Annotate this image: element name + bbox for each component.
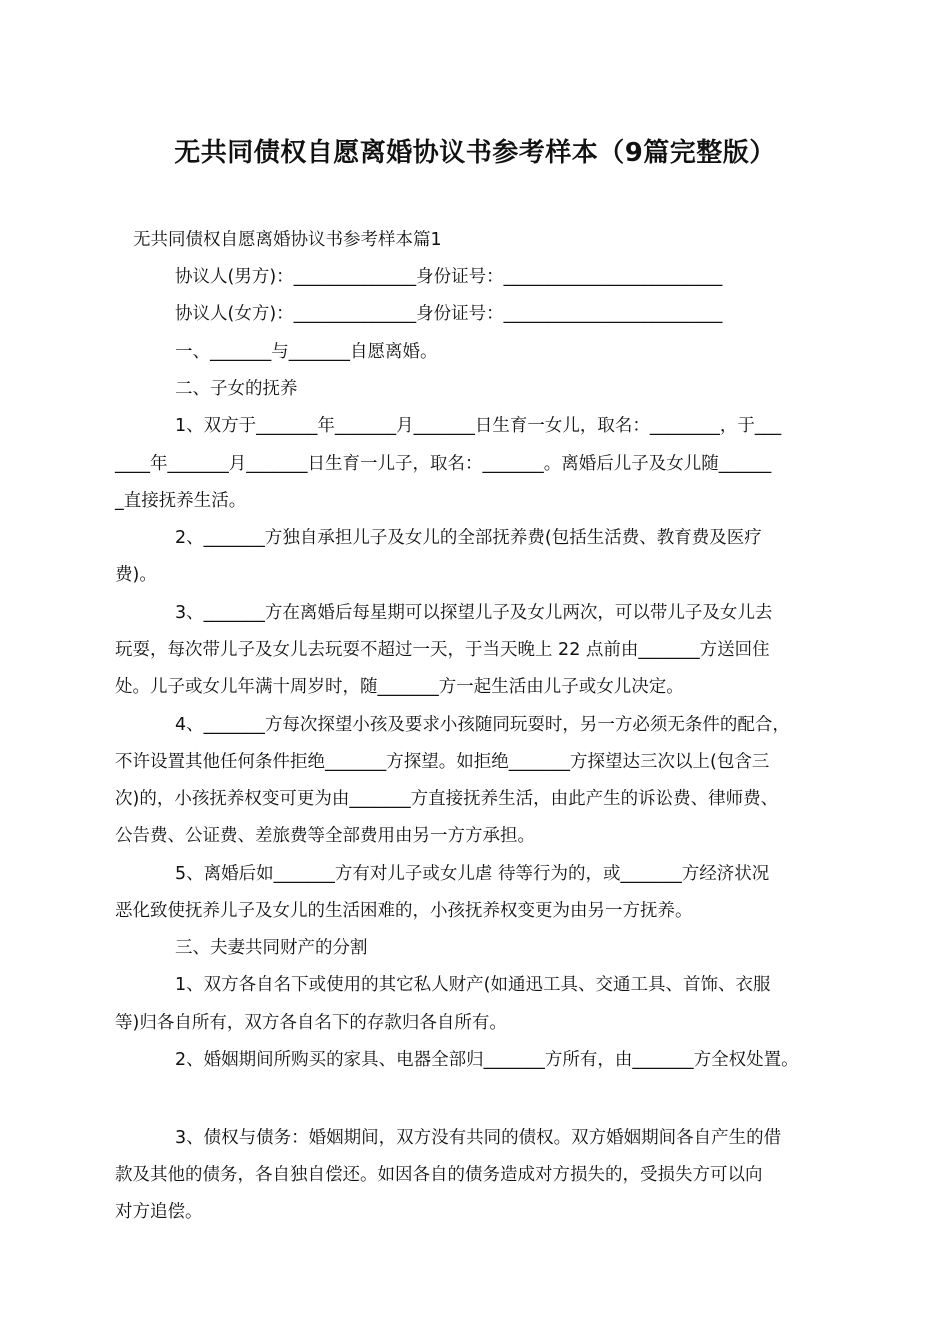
- child-item-3-line-1: 3、_______方在离婚后每星期可以探望儿子及女儿两次，可以带儿子及女儿去: [175, 603, 773, 623]
- child-item-4-line-3: 次)的，小孩抚养权变可更为由_______方直接抚养生活，由此产生的诉讼费、律师费、: [115, 789, 779, 809]
- child-item-1-line-3: _直接抚养生活。: [115, 491, 247, 511]
- clause-divorce-agreement: 一、_______与_______自愿离婚。: [175, 342, 438, 362]
- heading-property-division: 三、夫妻共同财产的分割: [175, 938, 368, 958]
- property-item-1-line-1: 1、双方各自名下或使用的其它私人财产(如通迅工具、交通工具、首饰、衣服: [175, 975, 771, 995]
- section-heading: 无共同债权自愿离婚协议书参考样本篇1: [133, 230, 442, 250]
- child-item-1-line-2: ____年_______月_______日生育一儿子，取名：_______。离婚后儿子及女儿随______: [115, 454, 772, 474]
- property-item-3-line-3: 对方追偿。: [115, 1202, 203, 1222]
- document-title: 无共同债权自愿离婚协议书参考样本（9篇完整版）: [174, 138, 776, 168]
- child-item-2-line-2: 费)。: [115, 565, 157, 585]
- property-item-2-line-1: 2、婚姻期间所购买的家具、电器全部归_______方所有，由_______方全权处置。: [175, 1050, 799, 1070]
- heading-children-custody: 二、子女的抚养: [175, 379, 298, 399]
- child-item-2-line-1: 2、_______方独自承担儿子及女儿的全部抚养费(包括生活费、教育费及医疗: [175, 528, 762, 548]
- child-item-3-line-2: 玩耍，每次带儿子及女儿去玩耍不超过一天，于当天晚上 22 点前由_______方送回住: [115, 640, 770, 660]
- child-item-4-line-4: 公告费、公证费、差旅费等全部费用由另一方方承担。: [115, 826, 535, 846]
- child-item-5-line-2: 恶化致使抚养儿子及女儿的生活困难的，小孩抚养权变更为由另一方抚养。: [115, 901, 693, 921]
- child-item-1-line-1: 1、双方于_______年_______月_______日生育一女儿，取名：________，于___: [175, 416, 782, 436]
- property-item-3-line-1: 3、债权与债务：婚姻期间，双方没有共同的债权。双方婚姻期间各自产生的借: [175, 1128, 782, 1148]
- child-item-5-line-1: 5、离婚后如_______方有对儿子或女儿虐 待等行为的，或_______方经济状况: [175, 864, 770, 884]
- child-item-3-line-3: 处。儿子或女儿年满十周岁时，随_______方一起生活由儿子或女儿决定。: [115, 677, 684, 697]
- child-item-4-line-1: 4、_______方每次探望小孩及要求小孩随同玩耍时，另一方必须无条件的配合，: [175, 715, 790, 735]
- party-male-line: 协议人(男方)：______________身份证号：_________________________: [175, 267, 723, 287]
- party-female-line: 协议人(女方)：______________身份证号：_________________________: [175, 304, 723, 324]
- property-item-1-line-2: 等)归各自所有，双方各自名下的存款归各自所有。: [115, 1013, 507, 1033]
- child-item-4-line-2: 不许设置其他任何条件拒绝_______方探望。如拒绝_______方探望达三次以上(包含三: [115, 752, 770, 772]
- property-item-3-line-2: 款及其他的债务，各自独自偿还。如因各自的债务造成对方损失的，受损失方可以向: [115, 1165, 763, 1185]
